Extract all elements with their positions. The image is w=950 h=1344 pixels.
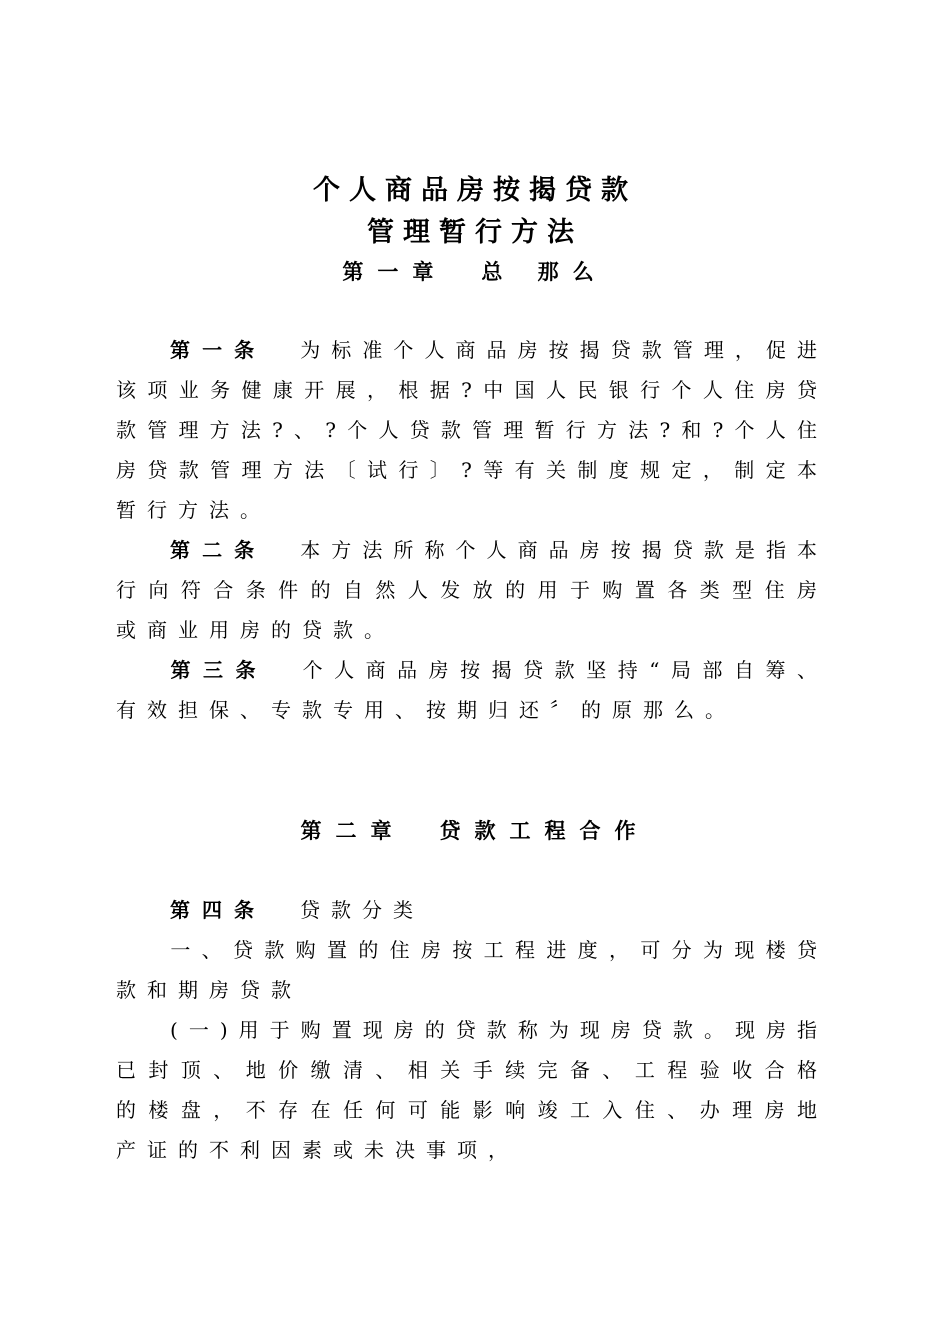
- chapter-1-heading: [0, 256, 950, 286]
- article-2: [116, 530, 828, 650]
- article-3-label: 第三条: [170, 658, 269, 682]
- chapter-1-name: 总 那么: [481, 260, 608, 284]
- article-1-label: 第一条: [170, 338, 267, 362]
- clause-1: [116, 930, 828, 1010]
- article-3-text: 个人商品房按揭贷款坚持“局部自筹、有效担保、专款专用、按期归还〞的原那么。: [116, 658, 829, 722]
- chapter-2-name: 贷款工程合作: [439, 819, 650, 843]
- article-1-text: 为标准个人商品房按揭贷款管理，促进该项业务健康开展，根据?中国人民银行个人住房贷款管理方法?、?个人贷款管理暂行方法?和?个人住房贷款管理方法〔试行〕?等有关制度规定，制定本暂行方法。: [116, 338, 829, 522]
- chapter-1-label: 第一章: [342, 260, 448, 284]
- article-3: [116, 650, 828, 730]
- clause-1-text: 一、贷款购置的住房按工程进度，可分为现楼贷款和期房贷款: [116, 938, 828, 1002]
- article-1: [116, 330, 828, 530]
- chapter-2-label: 第二章: [300, 819, 406, 843]
- article-2-text: 本方法所称个人商品房按揭贷款是指本行向符合条件的自然人发放的用于购置各类型住房或商业用房的贷款。: [116, 538, 829, 642]
- article-4-label: 第四条: [170, 898, 266, 922]
- article-4: [116, 890, 828, 930]
- chapter-2-heading: [0, 815, 950, 845]
- clause-1-1: [116, 1010, 828, 1170]
- article-2-label: 第二条: [170, 538, 267, 562]
- title-line-1: 个人商品房按揭贷款: [313, 175, 637, 206]
- title-line-2: 管理暂行方法: [367, 217, 583, 248]
- clause-1-1-text: (一)用于购置现房的贷款称为现房贷款。现房指已封顶、地价缴清、相关手续完备、工程验收合格的楼盘，不存在任何可能影响竣工入住、办理房地产证的不利因素或未决事项，: [116, 1018, 828, 1162]
- document-title: [0, 170, 950, 254]
- article-4-text: 贷款分类: [300, 898, 424, 922]
